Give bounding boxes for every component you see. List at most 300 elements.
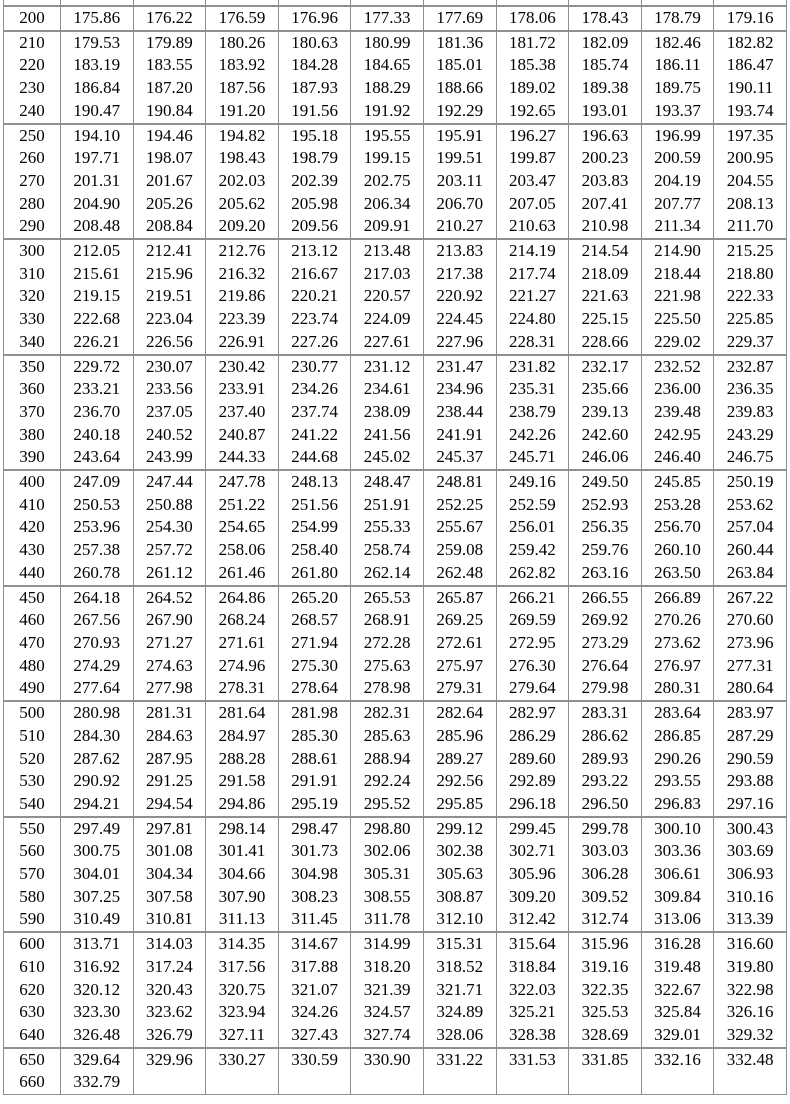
table-row xyxy=(4,285,787,308)
value-cell: 218.80 xyxy=(714,263,787,286)
value-cell: 185.01 xyxy=(423,54,496,77)
value-cell: 190.84 xyxy=(133,100,206,124)
value-cell: 211.70 xyxy=(714,215,787,239)
value-cell: 273.29 xyxy=(569,632,642,655)
value-cell: 183.92 xyxy=(206,54,279,77)
value-cell: 180.63 xyxy=(278,31,351,55)
value-cell: 294.21 xyxy=(61,793,134,817)
value-cell: 285.96 xyxy=(423,725,496,748)
value-cell: 328.38 xyxy=(496,1024,569,1048)
value-cell: 296.50 xyxy=(569,793,642,817)
value-cell: 231.12 xyxy=(351,355,424,379)
value-cell: 193.37 xyxy=(641,100,714,124)
value-cell: 320.12 xyxy=(61,979,134,1002)
value-cell: 292.24 xyxy=(351,770,424,793)
value-cell: 205.26 xyxy=(133,193,206,216)
value-cell: 265.20 xyxy=(278,586,351,610)
value-cell: 262.82 xyxy=(496,562,569,586)
value-cell: 291.58 xyxy=(206,770,279,793)
value-cell: 321.07 xyxy=(278,979,351,1002)
value-cell: 295.52 xyxy=(351,793,424,817)
value-cell: 213.48 xyxy=(351,239,424,263)
value-cell: 239.48 xyxy=(641,401,714,424)
value-cell: 247.78 xyxy=(206,470,279,494)
value-cell: 189.75 xyxy=(641,77,714,100)
value-cell: 187.56 xyxy=(206,77,279,100)
value-cell: 202.75 xyxy=(351,170,424,193)
table-row xyxy=(4,586,787,610)
value-cell: 290.59 xyxy=(714,748,787,771)
table-row xyxy=(4,215,787,239)
table-row xyxy=(4,308,787,331)
value-cell: 237.05 xyxy=(133,401,206,424)
temp-cell: 440 xyxy=(4,562,61,586)
value-cell: 294.86 xyxy=(206,793,279,817)
value-cell: 214.90 xyxy=(641,239,714,263)
value-cell: 315.64 xyxy=(496,932,569,956)
value-cell: 283.64 xyxy=(641,701,714,725)
value-cell: 305.31 xyxy=(351,863,424,886)
value-cell: 311.78 xyxy=(351,908,424,932)
value-cell: 264.86 xyxy=(206,586,279,610)
table-row xyxy=(4,908,787,932)
value-cell: 331.22 xyxy=(423,1048,496,1072)
table-row xyxy=(4,54,787,77)
value-cell: 279.31 xyxy=(423,677,496,701)
temp-cell: 230 xyxy=(4,77,61,100)
value-cell: 184.65 xyxy=(351,54,424,77)
value-cell: 191.20 xyxy=(206,100,279,124)
value-cell: 268.57 xyxy=(278,609,351,632)
value-cell: 301.73 xyxy=(278,840,351,863)
temp-cell: 270 xyxy=(4,170,61,193)
value-cell: 269.59 xyxy=(496,609,569,632)
value-cell: 263.16 xyxy=(569,562,642,586)
value-cell: 181.72 xyxy=(496,31,569,55)
temp-cell: 300 xyxy=(4,239,61,263)
value-cell: 279.98 xyxy=(569,677,642,701)
value-cell: 236.70 xyxy=(61,401,134,424)
value-cell: 293.55 xyxy=(641,770,714,793)
value-cell: 241.56 xyxy=(351,424,424,447)
value-cell: 275.63 xyxy=(351,655,424,678)
value-cell xyxy=(206,1071,279,1094)
value-cell: 308.55 xyxy=(351,886,424,909)
value-cell: 231.82 xyxy=(496,355,569,379)
value-cell: 250.88 xyxy=(133,494,206,517)
value-cell: 189.38 xyxy=(569,77,642,100)
value-cell: 280.98 xyxy=(61,701,134,725)
value-cell: 179.16 xyxy=(714,6,787,31)
temp-cell: 430 xyxy=(4,539,61,562)
value-cell: 274.96 xyxy=(206,655,279,678)
value-cell: 256.01 xyxy=(496,516,569,539)
value-cell: 234.61 xyxy=(351,378,424,401)
value-cell: 255.67 xyxy=(423,516,496,539)
temp-cell: 570 xyxy=(4,863,61,886)
value-cell: 195.91 xyxy=(423,124,496,148)
table-row xyxy=(4,401,787,424)
value-cell: 245.71 xyxy=(496,446,569,470)
value-cell: 177.69 xyxy=(423,6,496,31)
value-cell: 254.99 xyxy=(278,516,351,539)
value-cell: 286.85 xyxy=(641,725,714,748)
value-cell: 282.97 xyxy=(496,701,569,725)
value-cell: 311.13 xyxy=(206,908,279,932)
value-cell: 328.69 xyxy=(569,1024,642,1048)
value-cell: 313.71 xyxy=(61,932,134,956)
value-cell: 327.74 xyxy=(351,1024,424,1048)
value-cell: 242.60 xyxy=(569,424,642,447)
value-cell: 242.95 xyxy=(641,424,714,447)
value-cell: 317.24 xyxy=(133,956,206,979)
value-cell: 204.55 xyxy=(714,170,787,193)
value-cell: 329.96 xyxy=(133,1048,206,1072)
value-cell: 208.48 xyxy=(61,215,134,239)
value-cell: 225.85 xyxy=(714,308,787,331)
value-cell: 252.93 xyxy=(569,494,642,517)
value-cell: 230.42 xyxy=(206,355,279,379)
value-cell: 282.64 xyxy=(423,701,496,725)
value-cell: 204.90 xyxy=(61,193,134,216)
value-cell: 278.64 xyxy=(278,677,351,701)
value-cell: 206.70 xyxy=(423,193,496,216)
value-cell: 200.23 xyxy=(569,147,642,170)
value-cell: 304.34 xyxy=(133,863,206,886)
value-cell: 238.79 xyxy=(496,401,569,424)
table-row xyxy=(4,6,787,31)
value-cell: 314.67 xyxy=(278,932,351,956)
temp-cell: 360 xyxy=(4,378,61,401)
value-cell: 265.53 xyxy=(351,586,424,610)
value-cell: 270.60 xyxy=(714,609,787,632)
value-cell: 246.75 xyxy=(714,446,787,470)
value-cell: 301.08 xyxy=(133,840,206,863)
table-row xyxy=(4,1048,787,1072)
value-cell: 209.20 xyxy=(206,215,279,239)
value-cell: 321.39 xyxy=(351,979,424,1002)
value-cell: 182.46 xyxy=(641,31,714,55)
value-cell: 332.79 xyxy=(61,1071,134,1094)
value-cell: 254.30 xyxy=(133,516,206,539)
value-cell: 282.31 xyxy=(351,701,424,725)
value-cell: 242.26 xyxy=(496,424,569,447)
table-row xyxy=(4,539,787,562)
table-row xyxy=(4,1001,787,1024)
value-cell: 298.47 xyxy=(278,817,351,841)
value-cell: 225.15 xyxy=(569,308,642,331)
value-cell: 303.69 xyxy=(714,840,787,863)
value-cell: 309.52 xyxy=(569,886,642,909)
value-cell: 221.27 xyxy=(496,285,569,308)
value-cell: 189.02 xyxy=(496,77,569,100)
value-cell: 247.44 xyxy=(133,470,206,494)
value-cell: 304.66 xyxy=(206,863,279,886)
temp-cell: 380 xyxy=(4,424,61,447)
value-cell: 276.30 xyxy=(496,655,569,678)
value-cell: 331.53 xyxy=(496,1048,569,1072)
value-cell: 212.41 xyxy=(133,239,206,263)
value-cell: 325.53 xyxy=(569,1001,642,1024)
value-cell: 300.43 xyxy=(714,817,787,841)
value-cell: 247.09 xyxy=(61,470,134,494)
value-cell: 294.54 xyxy=(133,793,206,817)
value-cell: 258.74 xyxy=(351,539,424,562)
value-cell: 312.74 xyxy=(569,908,642,932)
value-cell: 233.56 xyxy=(133,378,206,401)
temp-cell: 660 xyxy=(4,1071,61,1094)
value-cell: 310.81 xyxy=(133,908,206,932)
value-cell: 297.49 xyxy=(61,817,134,841)
value-cell: 272.95 xyxy=(496,632,569,655)
temp-cell: 520 xyxy=(4,748,61,771)
value-cell: 289.60 xyxy=(496,748,569,771)
value-cell: 286.29 xyxy=(496,725,569,748)
temp-cell: 330 xyxy=(4,308,61,331)
value-cell: 291.25 xyxy=(133,770,206,793)
value-cell: 256.70 xyxy=(641,516,714,539)
value-cell: 241.22 xyxy=(278,424,351,447)
table-row xyxy=(4,840,787,863)
value-cell: 222.33 xyxy=(714,285,787,308)
value-cell: 180.99 xyxy=(351,31,424,55)
value-cell: 281.31 xyxy=(133,701,206,725)
value-cell: 225.50 xyxy=(641,308,714,331)
value-cell: 219.51 xyxy=(133,285,206,308)
table-row xyxy=(4,239,787,263)
value-cell: 176.22 xyxy=(133,6,206,31)
value-cell xyxy=(423,1071,496,1094)
value-cell: 228.31 xyxy=(496,331,569,355)
temp-cell: 480 xyxy=(4,655,61,678)
value-cell: 200.95 xyxy=(714,147,787,170)
temp-cell: 370 xyxy=(4,401,61,424)
value-cell: 316.28 xyxy=(641,932,714,956)
value-cell: 313.39 xyxy=(714,908,787,932)
value-cell xyxy=(351,1071,424,1094)
value-cell: 204.19 xyxy=(641,170,714,193)
value-cell: 289.93 xyxy=(569,748,642,771)
temp-cell: 510 xyxy=(4,725,61,748)
value-cell: 260.44 xyxy=(714,539,787,562)
value-cell: 314.99 xyxy=(351,932,424,956)
value-cell: 274.63 xyxy=(133,655,206,678)
value-cell: 198.79 xyxy=(278,147,351,170)
value-cell: 317.88 xyxy=(278,956,351,979)
value-cell: 329.01 xyxy=(641,1024,714,1048)
value-cell: 178.43 xyxy=(569,6,642,31)
value-cell: 183.19 xyxy=(61,54,134,77)
value-cell: 252.59 xyxy=(496,494,569,517)
value-cell: 180.26 xyxy=(206,31,279,55)
temp-cell: 350 xyxy=(4,355,61,379)
value-cell: 281.64 xyxy=(206,701,279,725)
value-cell: 205.98 xyxy=(278,193,351,216)
value-cell: 302.71 xyxy=(496,840,569,863)
value-cell: 291.91 xyxy=(278,770,351,793)
value-cell: 190.47 xyxy=(61,100,134,124)
value-cell: 243.29 xyxy=(714,424,787,447)
value-cell: 257.04 xyxy=(714,516,787,539)
value-cell: 287.29 xyxy=(714,725,787,748)
value-cell: 233.21 xyxy=(61,378,134,401)
value-cell: 246.06 xyxy=(569,446,642,470)
value-cell: 181.36 xyxy=(423,31,496,55)
value-cell: 237.74 xyxy=(278,401,351,424)
value-cell: 280.31 xyxy=(641,677,714,701)
value-cell: 293.88 xyxy=(714,770,787,793)
value-cell: 231.47 xyxy=(423,355,496,379)
value-cell: 304.98 xyxy=(278,863,351,886)
value-cell: 259.76 xyxy=(569,539,642,562)
temp-cell: 280 xyxy=(4,193,61,216)
value-cell: 271.27 xyxy=(133,632,206,655)
value-cell: 331.85 xyxy=(569,1048,642,1072)
value-cell: 241.91 xyxy=(423,424,496,447)
value-cell: 179.89 xyxy=(133,31,206,55)
value-cell: 263.50 xyxy=(641,562,714,586)
value-cell: 196.99 xyxy=(641,124,714,148)
value-cell: 312.10 xyxy=(423,908,496,932)
value-cell: 323.94 xyxy=(206,1001,279,1024)
temp-cell: 530 xyxy=(4,770,61,793)
value-cell: 197.35 xyxy=(714,124,787,148)
value-cell: 309.20 xyxy=(496,886,569,909)
value-cell: 266.89 xyxy=(641,586,714,610)
value-cell: 320.75 xyxy=(206,979,279,1002)
value-cell: 193.01 xyxy=(569,100,642,124)
value-cell: 330.27 xyxy=(206,1048,279,1072)
table-row xyxy=(4,793,787,817)
value-cell: 251.91 xyxy=(351,494,424,517)
value-cell: 296.18 xyxy=(496,793,569,817)
value-cell: 253.28 xyxy=(641,494,714,517)
temp-cell: 600 xyxy=(4,932,61,956)
value-cell: 218.09 xyxy=(569,263,642,286)
value-cell: 330.90 xyxy=(351,1048,424,1072)
value-cell: 317.56 xyxy=(206,956,279,979)
value-cell: 217.03 xyxy=(351,263,424,286)
temp-cell: 340 xyxy=(4,331,61,355)
value-cell: 178.06 xyxy=(496,6,569,31)
table-row xyxy=(4,446,787,470)
temp-cell: 260 xyxy=(4,147,61,170)
value-cell: 268.91 xyxy=(351,609,424,632)
value-cell: 276.64 xyxy=(569,655,642,678)
value-cell: 269.92 xyxy=(569,609,642,632)
value-cell: 221.63 xyxy=(569,285,642,308)
value-cell: 212.05 xyxy=(61,239,134,263)
value-cell: 252.25 xyxy=(423,494,496,517)
value-cell xyxy=(714,1071,787,1094)
value-cell: 254.65 xyxy=(206,516,279,539)
table-row xyxy=(4,77,787,100)
table-row xyxy=(4,147,787,170)
value-cell: 208.13 xyxy=(714,193,787,216)
value-cell: 261.46 xyxy=(206,562,279,586)
table-row xyxy=(4,748,787,771)
value-cell: 285.63 xyxy=(351,725,424,748)
value-cell: 207.41 xyxy=(569,193,642,216)
value-cell: 285.30 xyxy=(278,725,351,748)
value-cell: 192.29 xyxy=(423,100,496,124)
value-cell: 298.80 xyxy=(351,817,424,841)
value-cell: 223.74 xyxy=(278,308,351,331)
value-cell: 329.64 xyxy=(61,1048,134,1072)
value-cell: 314.35 xyxy=(206,932,279,956)
value-cell: 195.18 xyxy=(278,124,351,148)
value-cell: 203.47 xyxy=(496,170,569,193)
value-cell: 305.63 xyxy=(423,863,496,886)
value-cell: 251.56 xyxy=(278,494,351,517)
value-cell: 199.87 xyxy=(496,147,569,170)
value-cell: 236.35 xyxy=(714,378,787,401)
value-cell: 236.00 xyxy=(641,378,714,401)
value-cell: 248.13 xyxy=(278,470,351,494)
value-cell: 205.62 xyxy=(206,193,279,216)
value-cell: 269.25 xyxy=(423,609,496,632)
value-cell: 208.84 xyxy=(133,215,206,239)
temp-cell: 410 xyxy=(4,494,61,517)
value-cell: 267.90 xyxy=(133,609,206,632)
value-cell: 326.16 xyxy=(714,1001,787,1024)
table-row xyxy=(4,100,787,124)
table-row xyxy=(4,263,787,286)
value-cell: 326.48 xyxy=(61,1024,134,1048)
value-cell: 326.79 xyxy=(133,1024,206,1048)
value-cell: 187.20 xyxy=(133,77,206,100)
temp-cell: 620 xyxy=(4,979,61,1002)
value-cell: 277.31 xyxy=(714,655,787,678)
value-cell: 201.67 xyxy=(133,170,206,193)
value-cell: 249.50 xyxy=(569,470,642,494)
value-cell: 194.82 xyxy=(206,124,279,148)
value-cell: 243.99 xyxy=(133,446,206,470)
value-cell: 307.90 xyxy=(206,886,279,909)
value-cell: 188.66 xyxy=(423,77,496,100)
value-cell: 229.72 xyxy=(61,355,134,379)
table-row xyxy=(4,470,787,494)
temp-cell: 240 xyxy=(4,100,61,124)
value-cell: 302.38 xyxy=(423,840,496,863)
table-row xyxy=(4,932,787,956)
temp-cell: 390 xyxy=(4,446,61,470)
resistance-table xyxy=(3,0,787,1095)
value-cell: 215.96 xyxy=(133,263,206,286)
value-cell: 210.63 xyxy=(496,215,569,239)
value-cell: 240.18 xyxy=(61,424,134,447)
value-cell xyxy=(641,1071,714,1094)
value-cell: 306.61 xyxy=(641,863,714,886)
value-cell: 259.42 xyxy=(496,539,569,562)
value-cell: 227.26 xyxy=(278,331,351,355)
value-cell: 186.47 xyxy=(714,54,787,77)
value-cell: 234.96 xyxy=(423,378,496,401)
value-cell: 324.89 xyxy=(423,1001,496,1024)
temp-cell: 420 xyxy=(4,516,61,539)
value-cell: 250.53 xyxy=(61,494,134,517)
value-cell: 268.24 xyxy=(206,609,279,632)
value-cell: 328.06 xyxy=(423,1024,496,1048)
value-cell: 256.35 xyxy=(569,516,642,539)
value-cell: 315.96 xyxy=(569,932,642,956)
value-cell: 302.06 xyxy=(351,840,424,863)
value-cell: 175.86 xyxy=(61,6,134,31)
value-cell: 217.38 xyxy=(423,263,496,286)
value-cell: 322.03 xyxy=(496,979,569,1002)
value-cell: 325.84 xyxy=(641,1001,714,1024)
value-cell: 199.15 xyxy=(351,147,424,170)
